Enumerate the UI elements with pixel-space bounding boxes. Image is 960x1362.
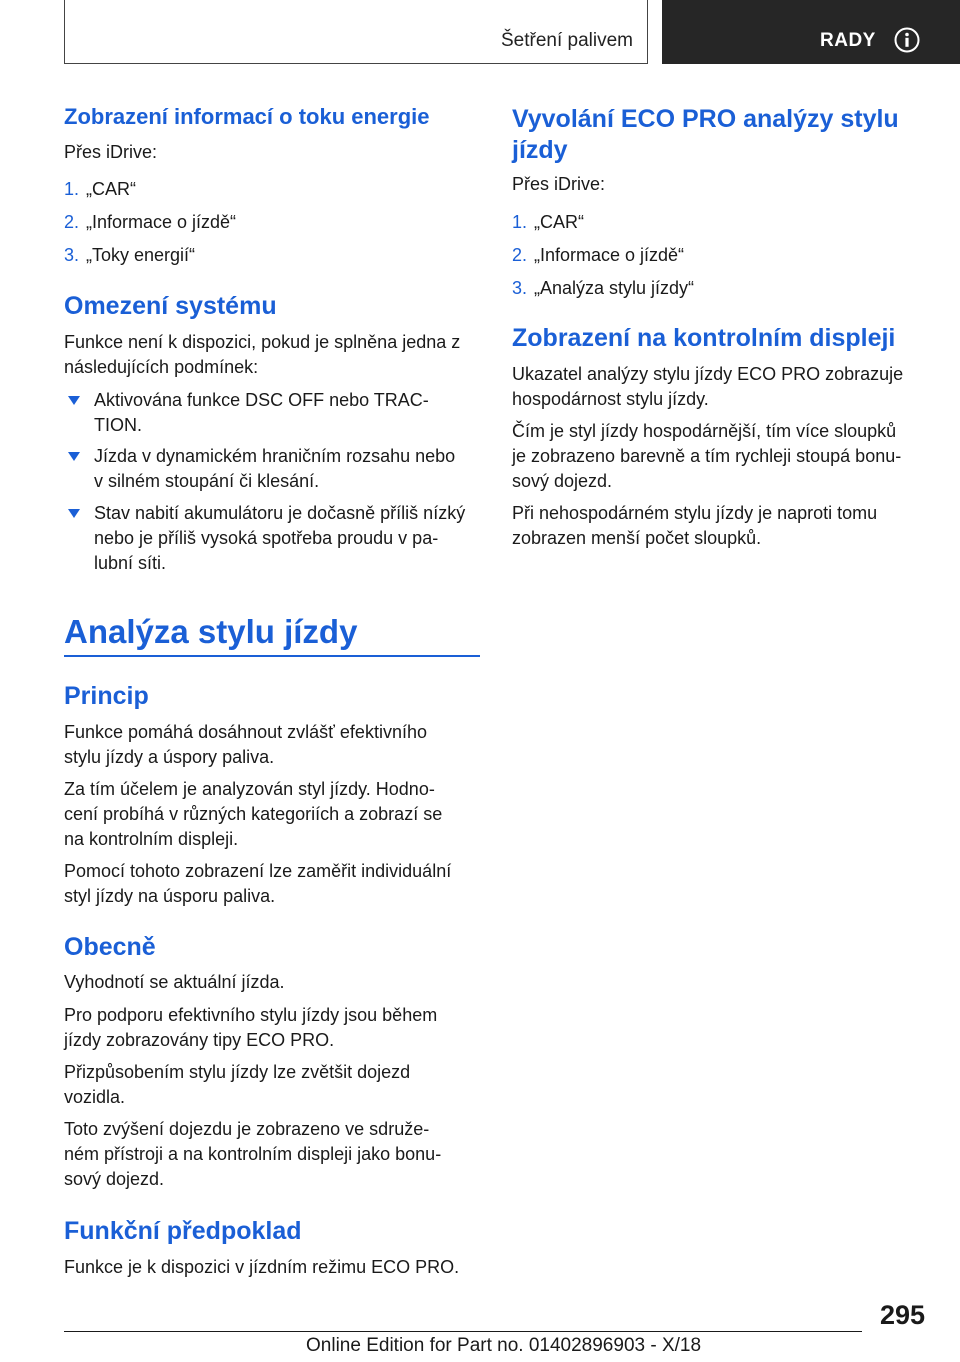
step-number: 1. (64, 179, 80, 199)
step-number: 1. (512, 212, 528, 232)
principle-paragraph-2: Za tím účelem je analyzován styl jízdy. Hodno- cení probíhá v různých kategoriích a zobrazí se na kontrolním displeji. (64, 779, 443, 849)
step-number: 3. (512, 278, 528, 298)
section-title: Šetření palivem (500, 30, 633, 51)
step-text: „CAR“ (534, 212, 584, 232)
footer-rule (64, 1331, 862, 1332)
triangle-bullet-icon (68, 452, 80, 461)
heading-functional-requirement: Funkční předpoklad (64, 1217, 302, 1245)
step-text: „Informace o jízdě“ (534, 245, 685, 265)
heading-principle: Princip (64, 682, 149, 710)
model-badge: RADY (820, 30, 876, 51)
display-paragraph-1: Ukazatel analýzy stylu jízdy ECO PRO zobrazuje hospodárnost stylu jízdy. (512, 364, 904, 409)
general-paragraph-2: Pro podporu efektivního stylu jízdy jsou během jízdy zobrazovány tipy ECO PRO. (64, 1005, 438, 1050)
call-intro: Přes iDrive: (512, 174, 606, 194)
step-number: 2. (64, 212, 80, 232)
display-paragraph-3: Při nehospodárném stylu jízdy je naproti tomu zobrazen menší počet sloupků. (512, 503, 878, 548)
principle-paragraph-3: Pomocí tohoto zobrazení lze zaměřit individuální styl jízdy na úsporu paliva. (64, 861, 452, 906)
page-number: 295 (880, 1300, 926, 1330)
limits-text: Funkce není k dispozici, pokud je splněna jedna z následujících podmínek: (64, 332, 461, 377)
model-header (662, 0, 960, 64)
heading-control-display: Zobrazení na kontrolním displeji (512, 324, 896, 352)
triangle-bullet-icon (68, 509, 80, 518)
general-paragraph-3: Přizpůsobením stylu jízdy lze zvětšit dojezd vozidla. (64, 1062, 411, 1107)
general-paragraph-4: Toto zvýšení dojezdu je zobrazeno ve sdruže- ném přístroji a na kontrolním displeji jako bonu- sový dojezd. (64, 1119, 442, 1189)
display-paragraph-2: Čím je styl jízdy hospodárnější, tím více sloupků je zobrazeno barevně a tím rychleji stoupá bonu- sový dojezd. (512, 421, 902, 491)
step-text: „Analýza stylu jízdy“ (534, 278, 695, 298)
general-paragraph-1: Vyhodnotí se aktuální jízda. (64, 972, 285, 992)
principle-paragraph-1: Funkce pomáhá dosáhnout zvlášť efektivního stylu jízdy a úspory paliva. (64, 722, 427, 767)
step-number: 3. (64, 245, 80, 265)
heading-energy-flow: Zobrazení informací o toku energie (64, 104, 430, 129)
step-text: „Informace o jízdě“ (86, 212, 237, 232)
heading-rule (64, 655, 480, 657)
info-circle-icon[interactable] (894, 27, 920, 53)
heading-call-analysis: Vyvolání ECO PRO analýzy stylu jízdy (512, 105, 899, 164)
triangle-bullet-icon (68, 396, 80, 405)
section-tab (64, 0, 648, 64)
step-number: 2. (512, 245, 528, 265)
heading-driving-style-analysis: Analýza stylu jízdy (64, 613, 358, 650)
step-text: „Toky energií“ (86, 245, 196, 265)
requirement-paragraph: Funkce je k dispozici v jízdním režimu ECO PRO. (64, 1257, 460, 1277)
energy-intro: Přes iDrive: (64, 142, 158, 162)
edition-note: Online Edition for Part no. 01402896903 - X/18 (306, 1335, 702, 1356)
heading-general: Obecně (64, 933, 156, 961)
step-text: „CAR“ (86, 179, 136, 199)
heading-system-limits: Omezení systému (64, 292, 277, 320)
